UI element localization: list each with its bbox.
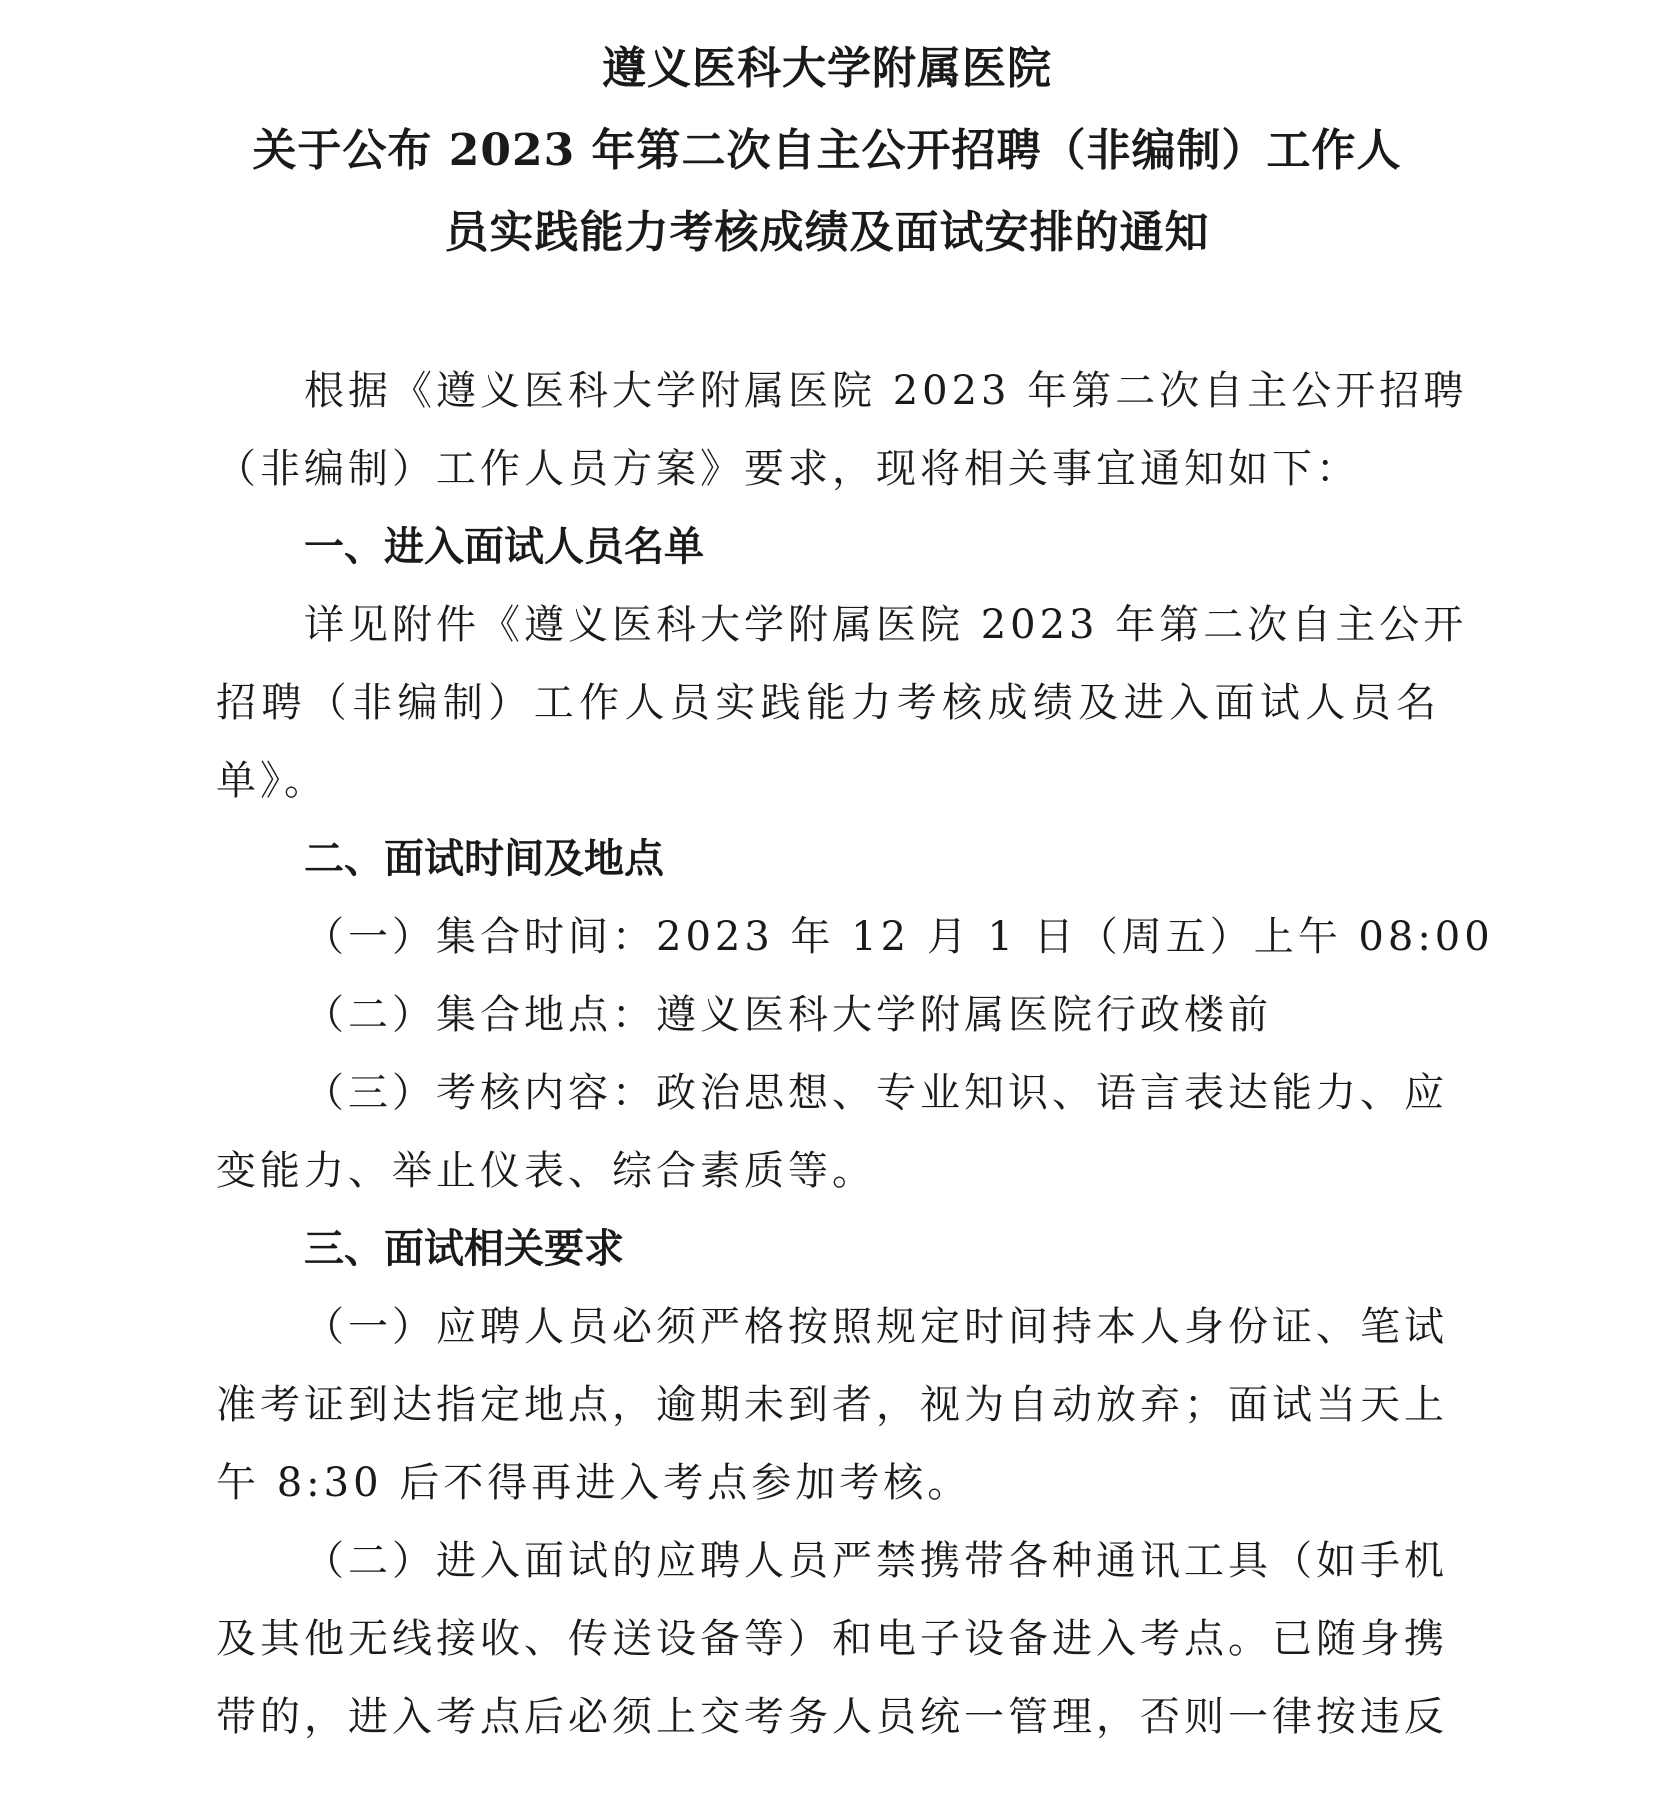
document-title-line-2: 关于公布 2023 年第二次自主公开招聘（非编制）工作人 — [252, 125, 1402, 176]
section-2-item-3-line-1: （三）考核内容：政治思想、专业知识、语言表达能力、应 — [304, 1070, 1448, 1116]
intro-line-2: （非编制）工作人员方案》要求，现将相关事宜通知如下： — [216, 446, 1360, 492]
section-2-item-2: （二）集合地点：遵义医科大学附属医院行政楼前 — [304, 992, 1272, 1038]
section-3-item-2-line-1: （二）进入面试的应聘人员严禁携带各种通讯工具（如手机 — [304, 1538, 1448, 1584]
document-title-line-3: 员实践能力考核成绩及面试安排的通知 — [444, 207, 1210, 258]
section-2-item-3-line-2: 变能力、举止仪表、综合素质等。 — [216, 1148, 876, 1194]
section-2-item-1: （一）集合时间：2023 年 12 月 1 日（周五）上午 08:00 — [304, 914, 1494, 960]
section-3-heading: 三、面试相关要求 — [304, 1226, 624, 1272]
section-3-item-1-line-3: 午 8:30 后不得再进入考点参加考核。 — [216, 1460, 972, 1506]
section-1-heading: 一、进入面试人员名单 — [304, 524, 704, 570]
section-1-line-2: 招聘（非编制）工作人员实践能力考核成绩及进入面试人员名 — [216, 680, 1440, 726]
section-2-heading: 二、面试时间及地点 — [304, 836, 664, 882]
document-title-line-1: 遵义医科大学附属医院 — [602, 43, 1052, 94]
section-3-item-1-line-1: （一）应聘人员必须严格按照规定时间持本人身份证、笔试 — [304, 1304, 1448, 1350]
section-3-item-1-line-2: 准考证到达指定地点，逾期未到者，视为自动放弃；面试当天上 — [216, 1382, 1448, 1428]
section-3-item-2-line-2: 及其他无线接收、传送设备等）和电子设备进入考点。已随身携 — [216, 1616, 1448, 1662]
section-1-line-3: 单》。 — [216, 758, 328, 804]
section-3-item-2-line-3: 带的，进入考点后必须上交考务人员统一管理，否则一律按违反 — [216, 1694, 1448, 1740]
intro-line-1: 根据《遵义医科大学附属医院 2023 年第二次自主公开招聘 — [304, 368, 1468, 414]
section-1-line-1: 详见附件《遵义医科大学附属医院 2023 年第二次自主公开 — [304, 602, 1468, 648]
